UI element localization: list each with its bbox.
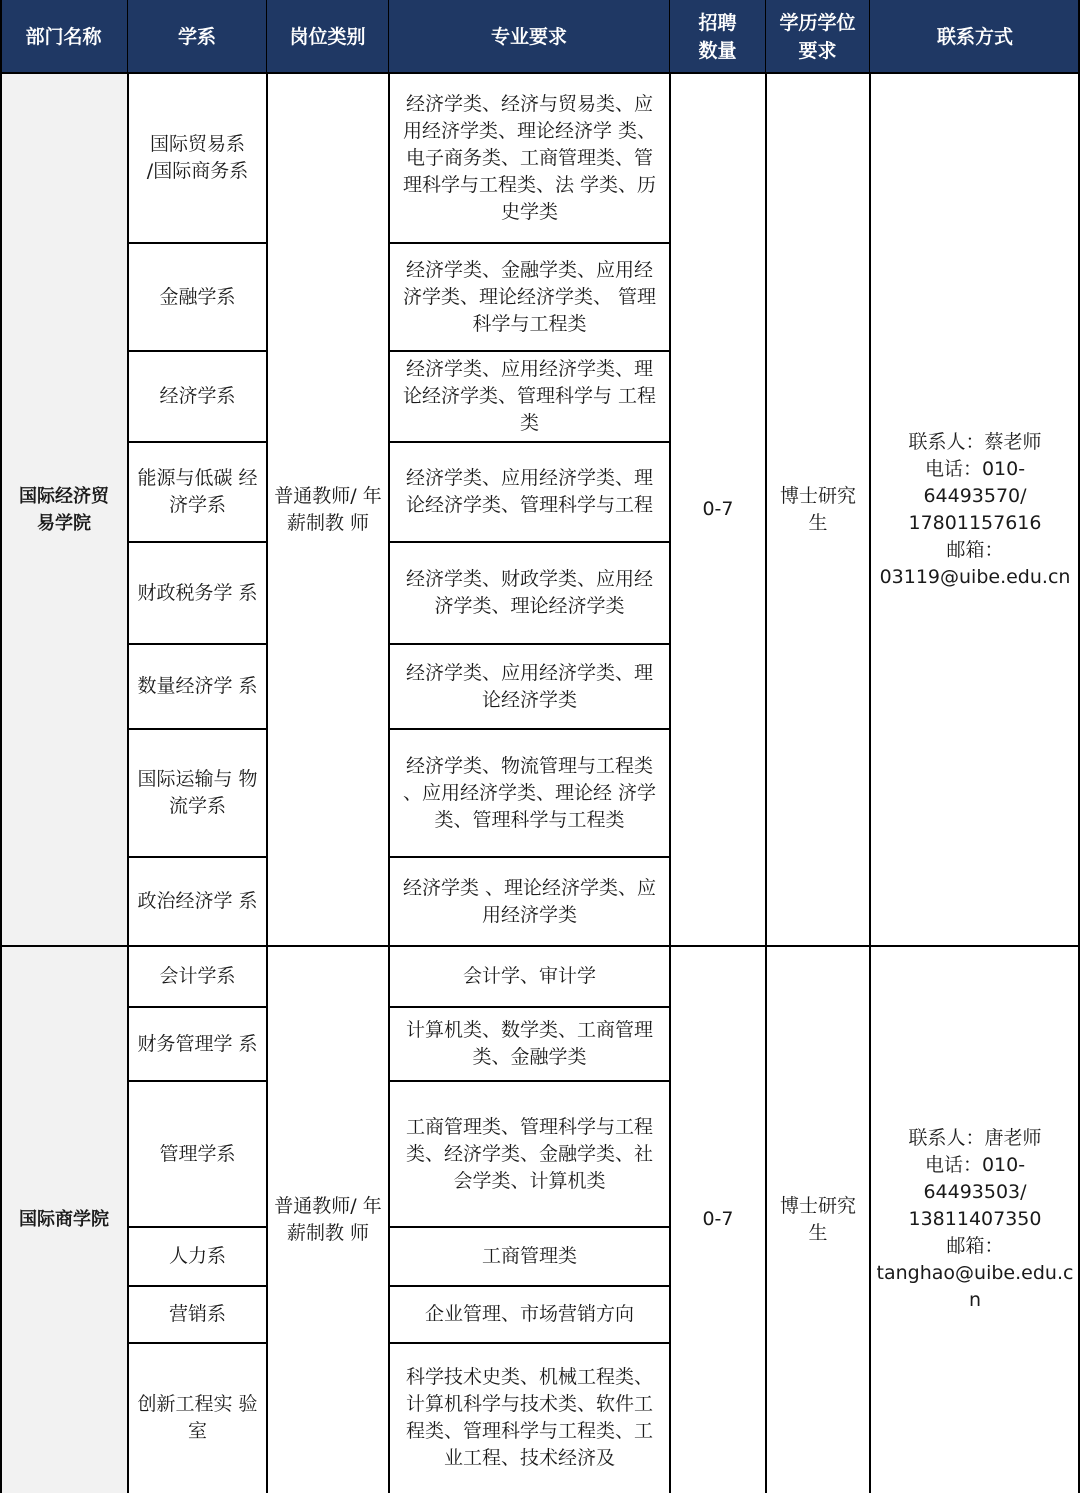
degree-cell: 博士研究 生 <box>779 1194 856 1244</box>
count-cell: 0-7 <box>702 1208 734 1230</box>
header-degree: 学历学位 要求 <box>766 0 870 73</box>
major-cell: 经济学类、物流管理与工程类 、应用经济学类、理论经 济学 类、管理科学与工程类 <box>402 754 657 831</box>
major-cell: 经济学类、应用经济学类、理 论经济学类、管理科学与工程 <box>405 467 653 516</box>
major-cell: 经济学类、经济与贸易类、应 用经济学类、理论经济学 类、 电子商务类、工商管理类、管 理科学与工程类、法 学类、历 史学类 <box>402 92 657 223</box>
faculty-cell: 会计学系 <box>159 965 236 987</box>
contact-cell: 联系人：唐老师 电话：010- 64493503/ 13811407350 邮箱： tanghao@uibe.edu.c n <box>876 1127 1074 1311</box>
faculty-cell: 经济学系 <box>159 385 236 407</box>
major-cell: 企业管理、市场营销方向 <box>424 1303 634 1325</box>
header-count: 招聘 数量 <box>670 0 766 73</box>
major-cell: 经济学类、应用经济学类、理 论经济学类、管理科学与 工程 类 <box>402 358 657 434</box>
faculty-cell: 营销系 <box>168 1303 226 1325</box>
faculty-cell: 能源与低碳 经 济学系 <box>137 467 258 516</box>
major-cell: 经济学类、应用经济学类、理 论经济学类 <box>405 661 653 711</box>
dept-cell: 国际商学院 <box>0 946 128 1493</box>
faculty-cell: 管理学系 <box>159 1142 236 1165</box>
major-cell: 工商管理类 <box>481 1245 577 1267</box>
major-cell: 计算机类、数学类、工商管理 类、金融学类 <box>405 1019 653 1068</box>
faculty-cell: 国际运输与 物 流学系 <box>137 768 258 817</box>
faculty-cell: 数量经济学 系 <box>137 675 258 697</box>
contact-cell: 联系人：蔡老师 电话：010- 64493570/ 17801157616 邮箱： 03119@uibe.edu.cn <box>879 430 1071 588</box>
faculty-cell: 财政税务学 系 <box>137 581 258 604</box>
major-cell: 工商管理类、管理科学与工程 类、经济学类、金融学类、社 会学类、计算机类 <box>405 1115 653 1192</box>
dept-cell: 国际经济贸 易学院 <box>0 73 128 946</box>
header-post: 岗位类别 <box>267 0 389 73</box>
major-cell: 经济学类、金融学类、应用经 济学类、理论经济学类、 管理 科学与工程类 <box>402 258 657 335</box>
post-cell: 普通教师/ 年 薪制教 师 <box>274 484 382 534</box>
faculty-cell: 人力系 <box>168 1245 226 1267</box>
post-cell: 普通教师/ 年 薪制教 师 <box>274 1194 382 1244</box>
header-dept: 部门名称 <box>0 0 128 73</box>
major-cell: 经济学类、财政学类、应用经 济学类、理论经济学类 <box>405 568 653 617</box>
faculty-cell: 国际贸易系 /国际商务系 <box>146 133 249 182</box>
header-major: 专业要求 <box>389 0 670 73</box>
count-cell: 0-7 <box>702 498 734 520</box>
faculty-cell: 创新工程实 验 室 <box>137 1393 258 1442</box>
faculty-cell: 政治经济学 系 <box>137 890 258 912</box>
faculty-cell: 金融学系 <box>159 285 236 308</box>
major-cell: 科学技术史类、机械工程类、 计算机科学与技术类、软件工 程类、管理科学与工程类、工 业工程、技术经济及 <box>405 1366 653 1469</box>
degree-cell: 博士研究 生 <box>779 484 856 534</box>
major-cell: 经济学类 、理论经济学类、应 用经济学类 <box>402 876 657 926</box>
header-contact: 联系方式 <box>870 0 1080 73</box>
major-cell: 会计学、审计学 <box>462 965 596 987</box>
faculty-cell: 财务管理学 系 <box>137 1032 258 1055</box>
header-faculty: 学系 <box>128 0 267 73</box>
